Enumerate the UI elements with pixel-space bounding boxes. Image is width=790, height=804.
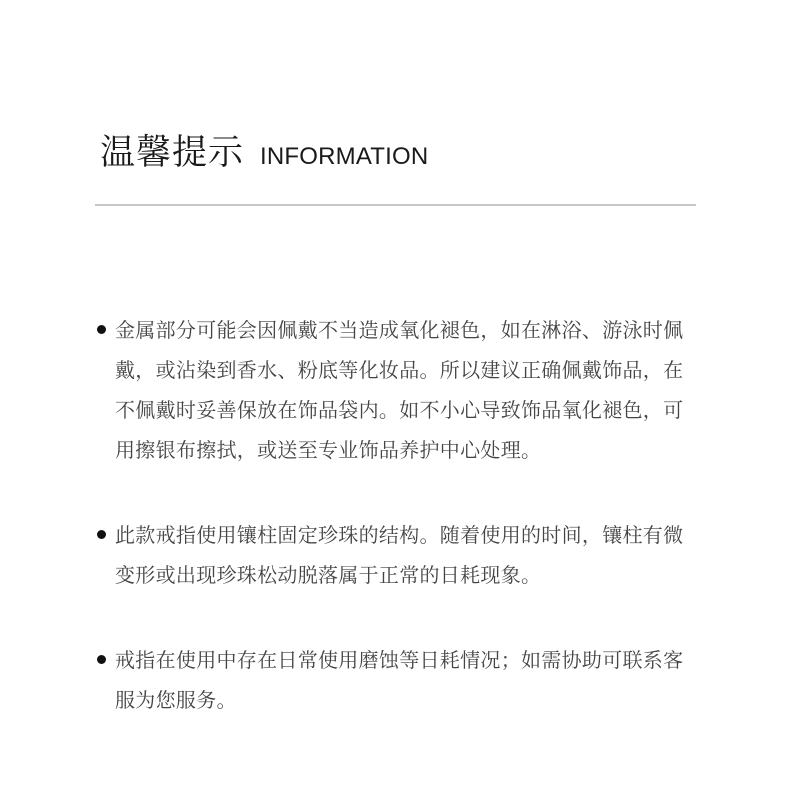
info-note-ring-structure: [96, 515, 696, 595]
section-title-chinese: 温馨提示: [100, 133, 245, 173]
header-divider: [95, 204, 696, 206]
section-header: [100, 128, 428, 182]
bullet-icon: [97, 655, 106, 664]
note-text: 金属部分可能会因佩戴不当造成氧化褪色，如在淋浴、游泳时佩戴，或沾染到香水、粉底等化妆品。所以建议正确佩戴饰品，在不佩戴时妥善保放在饰品袋内。如不小心导致饰品氧化褪色，可用擦银布擦拭，或送至专业饰品养护中心处理。: [115, 318, 684, 462]
note-text: 戒指在使用中存在日常使用磨蚀等日耗情况；如需协助可联系客服为您服务。: [115, 648, 684, 712]
info-note-wear-service: [96, 640, 696, 720]
info-note-metal-care: [96, 310, 696, 470]
note-text: 此款戒指使用镶柱固定珍珠的结构。随着使用的时间，镶柱有微变形或出现珍珠松动脱落属于正常的日耗现象。: [115, 523, 684, 587]
bullet-icon: [97, 325, 106, 334]
bullet-icon: [97, 530, 106, 539]
info-notes-list: [96, 310, 696, 720]
section-title-english: INFORMATION: [260, 143, 429, 170]
